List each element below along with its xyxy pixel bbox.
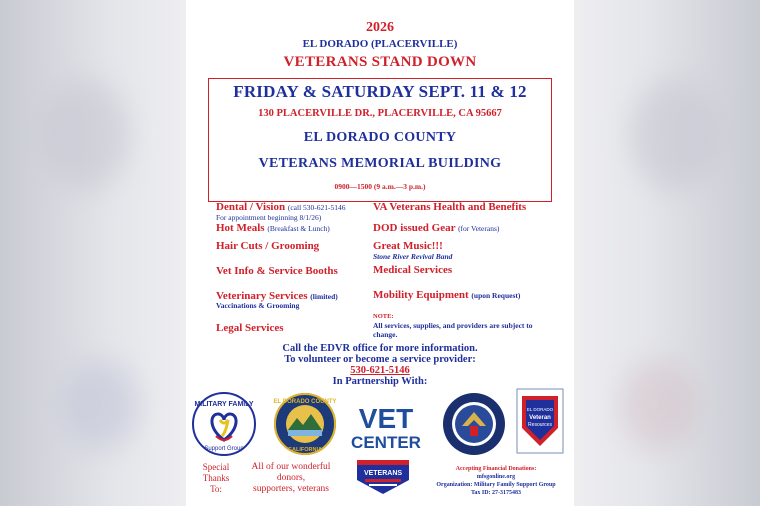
service-veterinary: Veterinary Services (limited) — [216, 290, 338, 302]
thanks-text-3: supporters, veterans — [253, 484, 329, 494]
service-veterinary-note: Vaccinations & Grooming — [216, 301, 300, 310]
svg-text:Support Group: Support Group — [204, 446, 244, 452]
note-text-2: change. — [373, 330, 398, 339]
special-thanks-label-1: Special — [202, 462, 230, 472]
service-mobility: Mobility Equipment (upon Request) — [373, 289, 521, 301]
service-va-health: VA Veterans Health and Benefits — [373, 201, 527, 213]
service-dental-note: For appointment beginning 8/1/26) — [216, 213, 322, 222]
right-blurred-background — [574, 0, 760, 506]
department-of-veterans-affairs-seal — [442, 392, 506, 456]
donations-organization: Organization: Military Family Support Group — [436, 482, 556, 488]
svg-text:MILITARY FAMILY: MILITARY FAMILY — [194, 401, 254, 408]
donations-tax-id: Tax ID: 27-3175483 — [470, 490, 522, 496]
veterans-grants-logo — [353, 458, 413, 496]
service-hot-meals: Hot Meals (Breakfast & Lunch) — [216, 222, 330, 234]
event-address: 130 PLACERVILLE DR., PLACERVILLE, CA 95667 — [258, 108, 502, 119]
donations-website[interactable]: mfsgonline.org — [476, 474, 516, 480]
flyer-location: EL DORADO (PLACERVILLE) — [302, 38, 458, 50]
svg-text:Resources: Resources — [528, 422, 552, 428]
el-dorado-county-seal — [273, 392, 337, 456]
contact-phone[interactable]: 530-621-5146 — [350, 365, 410, 376]
vet-center-logo — [350, 398, 422, 452]
service-dental-vision: Dental / Vision (call 530-621-5146 — [216, 201, 346, 213]
special-thanks-label-3: To: — [210, 484, 222, 494]
svg-text:VETERANS: VETERANS — [363, 470, 403, 477]
svg-text:EL DORADO: EL DORADO — [526, 407, 554, 412]
event-dates: FRIDAY & SATURDAY SEPT. 11 & 12 — [233, 82, 527, 101]
contact-line-1: Call the EDVR office for more information. — [282, 343, 478, 354]
thanks-text-2: donors, — [276, 473, 306, 483]
left-blurred-background — [0, 0, 186, 506]
donations-line-1: Accepting Financial Donations: — [455, 466, 537, 472]
svg-text:CENTER: CENTER — [351, 433, 421, 452]
service-vet-info: Vet Info & Service Booths — [216, 265, 338, 277]
special-thanks-label-2: Thanks — [202, 473, 230, 483]
service-legal: Legal Services — [216, 322, 284, 334]
event-flyer — [186, 0, 574, 506]
event-hours: 0900—1500 (9 a.m.—3 p.m.) — [334, 182, 426, 191]
event-building: VETERANS MEMORIAL BUILDING — [258, 156, 502, 171]
service-haircuts: Hair Cuts / Grooming — [216, 240, 320, 252]
svg-text:CALIFORNIA: CALIFORNIA — [288, 447, 322, 453]
service-music-band: Stone River Revival Band — [373, 252, 453, 261]
service-music: Great Music!!! — [373, 240, 443, 252]
service-medical: Medical Services — [373, 264, 453, 276]
service-dod-gear: DOD issued Gear (for Veterans) — [373, 222, 500, 234]
thanks-text-1: All of our wonderful — [251, 462, 331, 472]
event-county: EL DORADO COUNTY — [303, 130, 457, 145]
flyer-year: 2026 — [366, 20, 394, 35]
svg-text:EL DORADO COUNTY: EL DORADO COUNTY — [273, 399, 337, 405]
contact-line-2: To volunteer or become a service provider: — [284, 354, 476, 365]
svg-text:Veteran: Veteran — [529, 415, 551, 421]
svg-text:VET: VET — [358, 403, 414, 434]
flyer-event-title: VETERANS STAND DOWN — [283, 54, 477, 70]
note-text-1: All services, supplies, and providers are subject to — [373, 321, 533, 330]
military-family-support-group-logo — [192, 392, 256, 456]
partnership-label: In Partnership With: — [332, 376, 428, 387]
note-title: NOTE: — [373, 313, 394, 320]
edvr-veteran-resources-logo — [516, 388, 564, 454]
